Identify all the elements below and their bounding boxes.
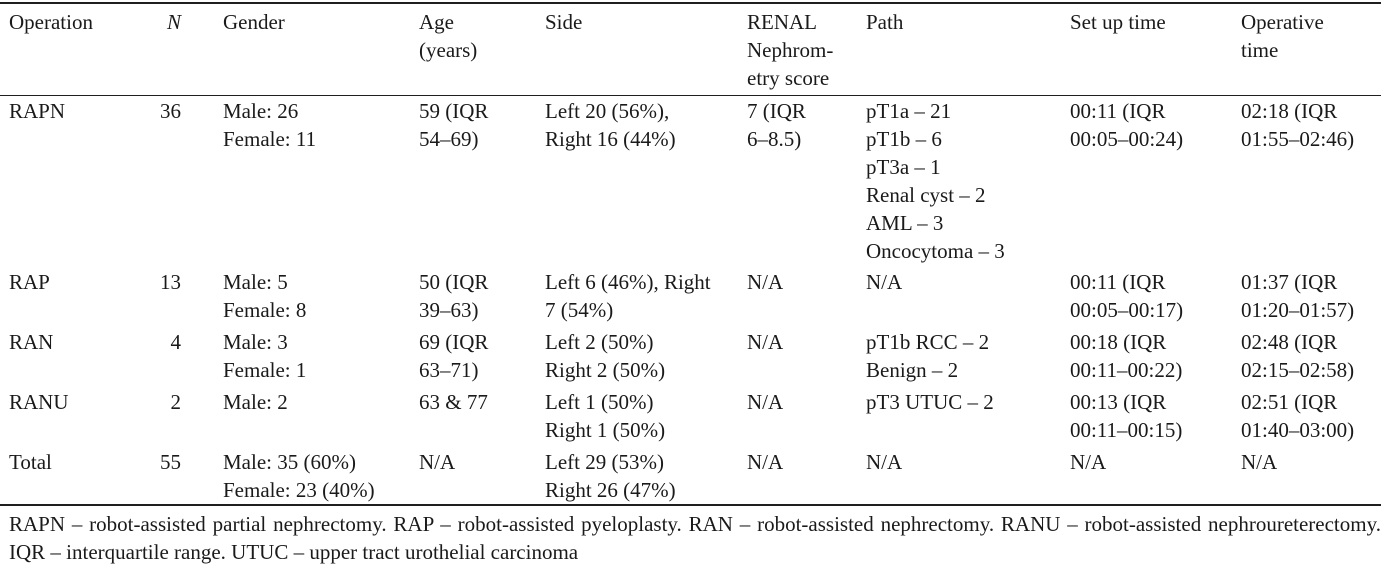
cell-setup-line: 00:11 (IQR <box>1070 99 1166 123</box>
cell-setup-line: 00:11–00:22) <box>1070 358 1183 382</box>
cell-path <box>866 268 1066 296</box>
header-age <box>419 8 539 64</box>
header-optime <box>1241 8 1381 64</box>
cell-age-line: 54–69) <box>419 127 479 151</box>
cell-setup-line: 00:05–00:17) <box>1070 298 1184 322</box>
cell-gender-line: Female: 1 <box>223 358 307 382</box>
cell-age-line: 50 (IQR <box>419 270 489 294</box>
cell-side-line: Left 6 (46%), Right <box>545 270 711 294</box>
cell-gender-line: Male: 3 <box>223 330 288 354</box>
header-path <box>866 8 1066 36</box>
header-side <box>545 8 745 36</box>
cell-age <box>419 97 539 153</box>
header-gender-line: Gender <box>223 10 285 34</box>
cell-age <box>419 388 539 416</box>
header-optime-line: Operative <box>1241 10 1324 34</box>
cell-operation <box>9 328 139 356</box>
cell-path-line: Oncocytoma – 3 <box>866 239 1005 263</box>
cell-renal <box>747 328 862 356</box>
cell-age-line: 69 (IQR <box>419 330 489 354</box>
cell-gender-line: Female: 8 <box>223 298 307 322</box>
cell-gender <box>223 448 413 504</box>
cell-renal <box>747 448 862 476</box>
cell-gender-line: Female: 11 <box>223 127 317 151</box>
cell-side-line: Left 29 (53%) <box>545 450 664 474</box>
cell-path-line: Renal cyst – 2 <box>866 183 986 207</box>
cell-setup <box>1070 328 1235 384</box>
cell-renal-line: N/A <box>747 270 784 294</box>
cell-optime <box>1241 448 1381 476</box>
cell-path-line: AML – 3 <box>866 211 944 235</box>
cell-optime <box>1241 388 1381 444</box>
header-n <box>139 8 181 36</box>
cell-renal <box>747 388 862 416</box>
cell-n <box>139 388 181 416</box>
cell-operation <box>9 97 139 125</box>
cell-gender <box>223 268 413 324</box>
cell-n-line: 4 <box>170 330 181 354</box>
cell-gender-line: Female: 23 (40%) <box>223 478 375 502</box>
cell-path-line: pT1b – 6 <box>866 127 942 151</box>
cell-side <box>545 388 745 444</box>
cell-n-line: 36 <box>160 99 181 123</box>
header-operation <box>9 8 139 36</box>
cell-age-line: 39–63) <box>419 298 479 322</box>
cell-path-line: pT1b RCC – 2 <box>866 330 990 354</box>
cell-path <box>866 97 1066 265</box>
cell-path <box>866 448 1066 476</box>
table-bottom-rule <box>0 504 1381 506</box>
cell-setup-line: N/A <box>1070 450 1107 474</box>
header-path-line: Path <box>866 10 904 34</box>
cell-setup-line: 00:05–00:24) <box>1070 127 1184 151</box>
cell-setup <box>1070 388 1235 444</box>
cell-operation-line: RAN <box>9 330 54 354</box>
cell-n <box>139 448 181 476</box>
cell-gender <box>223 388 413 416</box>
cell-age <box>419 448 539 476</box>
cell-gender <box>223 97 413 153</box>
cell-n-line: 55 <box>160 450 181 474</box>
cell-operation <box>9 448 139 476</box>
cell-optime-line: 01:37 (IQR <box>1241 270 1338 294</box>
cell-setup-line: 00:11 (IQR <box>1070 270 1166 294</box>
cell-renal-line: N/A <box>747 390 784 414</box>
cell-side-line: Right 2 (50%) <box>545 358 666 382</box>
header-side-line: Side <box>545 10 583 34</box>
cell-optime-line: 02:48 (IQR <box>1241 330 1338 354</box>
cell-path-line: pT3a – 1 <box>866 155 941 179</box>
table-top-rule <box>0 2 1381 4</box>
cell-side-line: Left 2 (50%) <box>545 330 654 354</box>
cell-path-line: N/A <box>866 450 903 474</box>
cell-gender <box>223 328 413 384</box>
cell-setup-line: 00:18 (IQR <box>1070 330 1167 354</box>
cell-operation <box>9 388 139 416</box>
cell-age-line: N/A <box>419 450 456 474</box>
cell-operation-line: RANU <box>9 390 69 414</box>
header-n-line: N <box>166 10 181 34</box>
header-renal-line: Nephrom- <box>747 38 834 62</box>
cell-operation <box>9 268 139 296</box>
cell-side-line: 7 (54%) <box>545 298 614 322</box>
cell-n-line: 2 <box>170 390 181 414</box>
cell-operation-line: RAP <box>9 270 50 294</box>
cell-optime-line: 02:15–02:58) <box>1241 358 1355 382</box>
cell-optime-line: 02:18 (IQR <box>1241 99 1338 123</box>
cell-setup-line: 00:11–00:15) <box>1070 418 1183 442</box>
cell-operation-line: RAPN <box>9 99 66 123</box>
cell-path-line: pT3 UTUC – 2 <box>866 390 994 414</box>
cell-gender-line: Male: 5 <box>223 270 288 294</box>
cell-side <box>545 328 745 384</box>
cell-optime-line: 02:51 (IQR <box>1241 390 1338 414</box>
cell-renal-line: 7 (IQR <box>747 99 806 123</box>
cell-setup <box>1070 448 1235 476</box>
cell-operation-line: Total <box>9 450 52 474</box>
header-setup-line: Set up time <box>1070 10 1166 34</box>
header-renal-line: etry score <box>747 66 830 90</box>
cell-side <box>545 268 745 324</box>
cell-optime-line: 01:20–01:57) <box>1241 298 1355 322</box>
cell-side <box>545 97 745 153</box>
cell-side-line: Right 26 (47%) <box>545 478 676 502</box>
cell-n-line: 13 <box>160 270 181 294</box>
header-rule <box>0 95 1381 96</box>
header-age-line: (years) <box>419 38 478 62</box>
cell-setup <box>1070 97 1235 153</box>
cell-side-line: Right 1 (50%) <box>545 418 666 442</box>
cell-side <box>545 448 745 504</box>
cell-path-line: pT1a – 21 <box>866 99 952 123</box>
header-renal-line: RENAL <box>747 10 817 34</box>
cell-setup-line: 00:13 (IQR <box>1070 390 1167 414</box>
cell-optime <box>1241 97 1381 153</box>
cell-gender-line: Male: 26 <box>223 99 299 123</box>
header-setup <box>1070 8 1235 36</box>
cell-side-line: Left 1 (50%) <box>545 390 654 414</box>
cell-gender-line: Male: 35 (60%) <box>223 450 356 474</box>
cell-renal-line: N/A <box>747 330 784 354</box>
cell-n <box>139 328 181 356</box>
cell-gender-line: Male: 2 <box>223 390 288 414</box>
cell-optime-line: N/A <box>1241 450 1278 474</box>
cell-age-line: 59 (IQR <box>419 99 489 123</box>
cell-renal-line: N/A <box>747 450 784 474</box>
cell-optime <box>1241 328 1381 384</box>
cell-age <box>419 268 539 324</box>
cell-renal <box>747 268 862 296</box>
cell-side-line: Left 20 (56%), <box>545 99 670 123</box>
cell-renal-line: 6–8.5) <box>747 127 802 151</box>
header-gender <box>223 8 413 36</box>
cell-age-line: 63–71) <box>419 358 479 382</box>
cell-path-line: Benign – 2 <box>866 358 959 382</box>
cell-path <box>866 328 1066 384</box>
cell-optime-line: 01:40–03:00) <box>1241 418 1355 442</box>
header-age-line: Age <box>419 10 454 34</box>
cell-n <box>139 97 181 125</box>
cell-renal <box>747 97 862 153</box>
header-optime-line: time <box>1241 38 1279 62</box>
cell-n <box>139 268 181 296</box>
cell-setup <box>1070 268 1235 324</box>
cell-optime-line: 01:55–02:46) <box>1241 127 1355 151</box>
header-operation-line: Operation <box>9 10 93 34</box>
table-footnote: RAPN – robot-assisted partial nephrectomy. RAP – robot-assisted pyeloplasty. RAN – robot-assisted nephrectomy. RANU – robot-assisted nephroureterectomy. IQR – interquartile range. UTUC – upper tract urothelial carcinoma <box>9 512 1381 564</box>
cell-optime <box>1241 268 1381 324</box>
cell-side-line: Right 16 (44%) <box>545 127 676 151</box>
cell-age <box>419 328 539 384</box>
cell-age-line: 63 & 77 <box>419 390 488 414</box>
cell-path-line: N/A <box>866 270 903 294</box>
cell-path <box>866 388 1066 416</box>
header-renal <box>747 8 862 92</box>
